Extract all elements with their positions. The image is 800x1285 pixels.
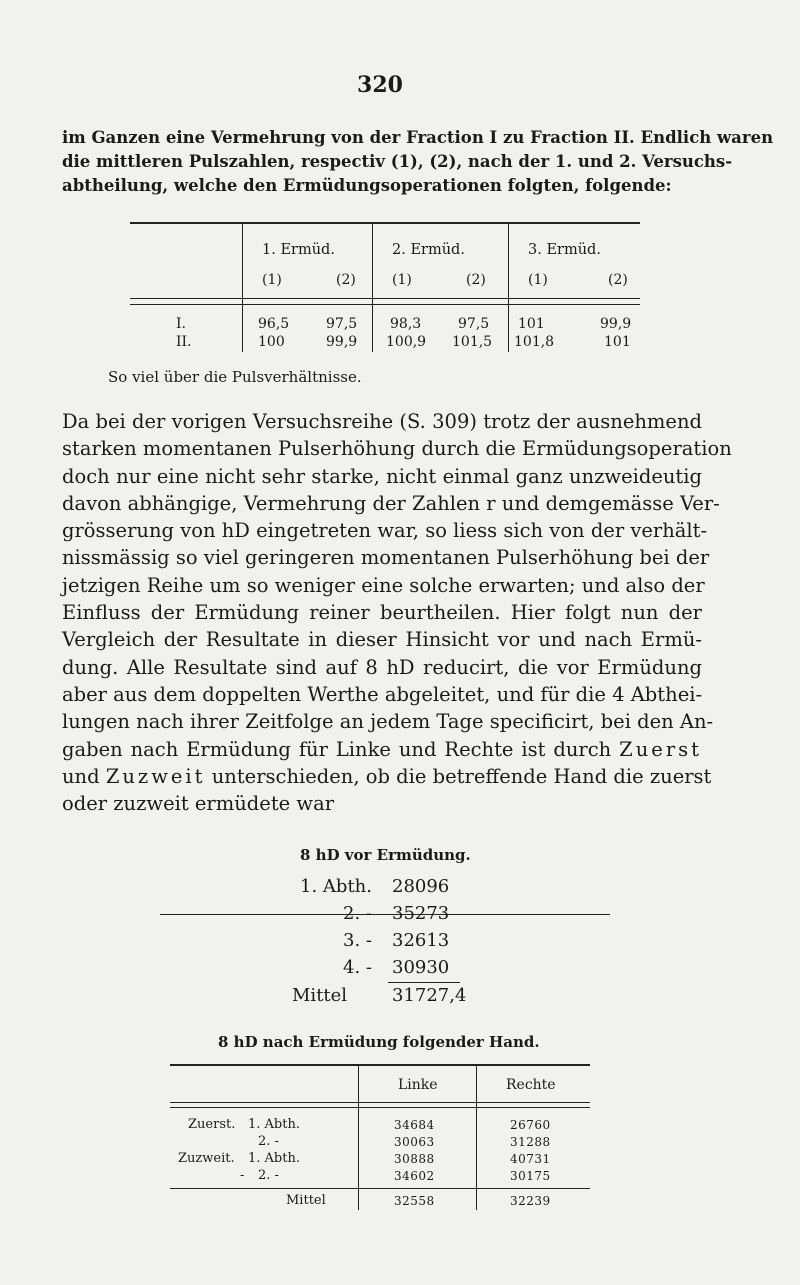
column-header: 3. Ermüd. [528,242,601,258]
section-note: So viel über die Pulsverhältnisse. [108,368,362,386]
table-cell: 101 [518,316,545,332]
body-line: davon abhängige, Vermehrung der Zahlen r und demgemässe Ver- [62,491,720,515]
mean-label: Mittel [292,985,348,1006]
body-text: unterschieden, ob die betreffende Hand die zuerst [205,764,712,788]
body-line [62,763,712,790]
body-line: doch nur eine nicht sehr starke, nicht einmal ganz unzweideutig [62,464,702,488]
row-label: 1. Abth. [300,876,372,897]
table-cell: 98,3 [390,316,422,332]
subheader: (2) [336,272,356,288]
row-value: 32613 [392,930,450,951]
row-label: 4. - [343,957,372,978]
table-rule [160,914,610,915]
table-divider [372,224,373,352]
mean-label: Mittel [286,1193,326,1208]
body-line: starken momentanen Pulserhöhung durch die Ermüdungsoperation [62,437,732,461]
emphasis-zuzweit: Zuzweit [105,764,206,788]
body-line: Da bei der vorigen Versuchsreihe (S. 309) trotz der ausnehmend [62,410,702,433]
table-cell: 31288 [510,1135,551,1149]
emphasis-zuerst: Zuerst [619,737,702,761]
row-value: 30930 [392,957,450,978]
table-rule [170,1064,590,1066]
row-label: 1. Abth. [248,1117,300,1132]
pulse-table [130,222,640,354]
table-rule [170,1107,590,1108]
table-rule [130,298,640,299]
table-rule [130,222,640,224]
subheader: (2) [608,272,628,288]
subheader: (1) [262,272,282,288]
body-line: grösserung von hD eingetreten war, so liess sich von der verhält- [62,519,708,543]
row-label: 2. - [258,1168,279,1183]
mean-value: 32558 [394,1194,435,1208]
table2-title: 8 hD vor Ermüdung. [300,846,471,864]
body-line: oder zuzweit ermüdete war [62,792,335,816]
sum-rule [388,982,460,983]
row-value: 28096 [392,876,450,897]
mean-value: 32239 [510,1194,551,1208]
body-line: aber aus dem doppelten Werthe abgeleitet, und für die 4 Abthei- [62,682,703,706]
table-cell: 40731 [510,1152,551,1166]
table-cell: 101,8 [514,334,555,350]
column-header: 2. Ermüd. [392,242,465,258]
subheader: (1) [528,272,548,288]
table-cell: 30175 [510,1169,551,1183]
table-cell: 34684 [394,1118,435,1132]
table-cell: 99,9 [600,316,632,332]
row-label: 3. - [343,930,372,951]
group-label: - [240,1168,245,1183]
subheader: (2) [466,272,486,288]
table-cell: 30063 [394,1135,435,1149]
intro-line: abtheilung, welche den Ermüdungsoperationen folgten, folgende: [62,176,672,195]
column-header: 1. Ermüd. [262,242,335,258]
table-rule [170,1102,590,1103]
main-paragraph [62,408,732,817]
table-rule [130,304,640,305]
intro-line: im Ganzen eine Vermehrung von der Fraction I zu Fraction II. Endlich waren [62,128,774,147]
body-text: gaben nach Ermüdung für Linke und Rechte ist durch [62,737,620,761]
table-cell: 101,5 [452,334,493,350]
table-cell: 97,5 [326,316,358,332]
page-number: 320 [357,72,403,98]
table-cell: 97,5 [458,316,490,332]
table-cell: 30888 [394,1152,435,1166]
subheader: (1) [392,272,412,288]
column-header: Rechte [506,1077,556,1093]
table-cell: 101 [604,334,631,350]
body-line: nissmässig so viel geringeren momentanen Pulserhöhung bei der [62,546,710,570]
table-cell: 96,5 [258,316,290,332]
row-label: 1. Abth. [248,1151,300,1166]
body-text: und [62,764,106,788]
body-line: Vergleich der Resultate in dieser Hinsicht vor und nach Ermü- [62,628,702,652]
body-line [62,736,702,763]
table-divider [508,224,509,352]
row-label: 2. - [258,1134,279,1149]
body-line: Einfluss der Ermüdung reiner beurtheilen. Hier folgt nun der [62,601,702,625]
column-header: Linke [398,1077,438,1093]
body-line: lungen nach ihrer Zeitfolge an jedem Tage specificirt, bei den An- [62,710,714,734]
group-label: Zuerst. [188,1117,236,1132]
mean-value: 31727,4 [392,985,467,1006]
table-cell: 26760 [510,1118,551,1132]
table3-title: 8 hD nach Ermüdung folgender Hand. [218,1033,540,1051]
table-cell: 100 [258,334,285,350]
row-label: II. [176,334,192,350]
row-label: 2. - [343,903,372,924]
table-divider [242,224,243,352]
intro-line: die mittleren Pulszahlen, respectiv (1), (2), nach der 1. und 2. Versuchs- [62,152,733,171]
group-label: Zuzweit. [178,1151,235,1166]
row-value: 35273 [392,903,450,924]
table-cell: 99,9 [326,334,358,350]
table-rule [170,1188,590,1189]
table-cell: 34602 [394,1169,435,1183]
table-cell: 100,9 [386,334,427,350]
row-label: I. [176,316,186,332]
intro-paragraph [62,126,774,198]
body-line: jetzigen Reihe um so weniger eine solche erwarten; und also der [62,573,705,597]
body-line: dung. Alle Resultate sind auf 8 hD reducirt, die vor Ermüdung [62,655,702,679]
